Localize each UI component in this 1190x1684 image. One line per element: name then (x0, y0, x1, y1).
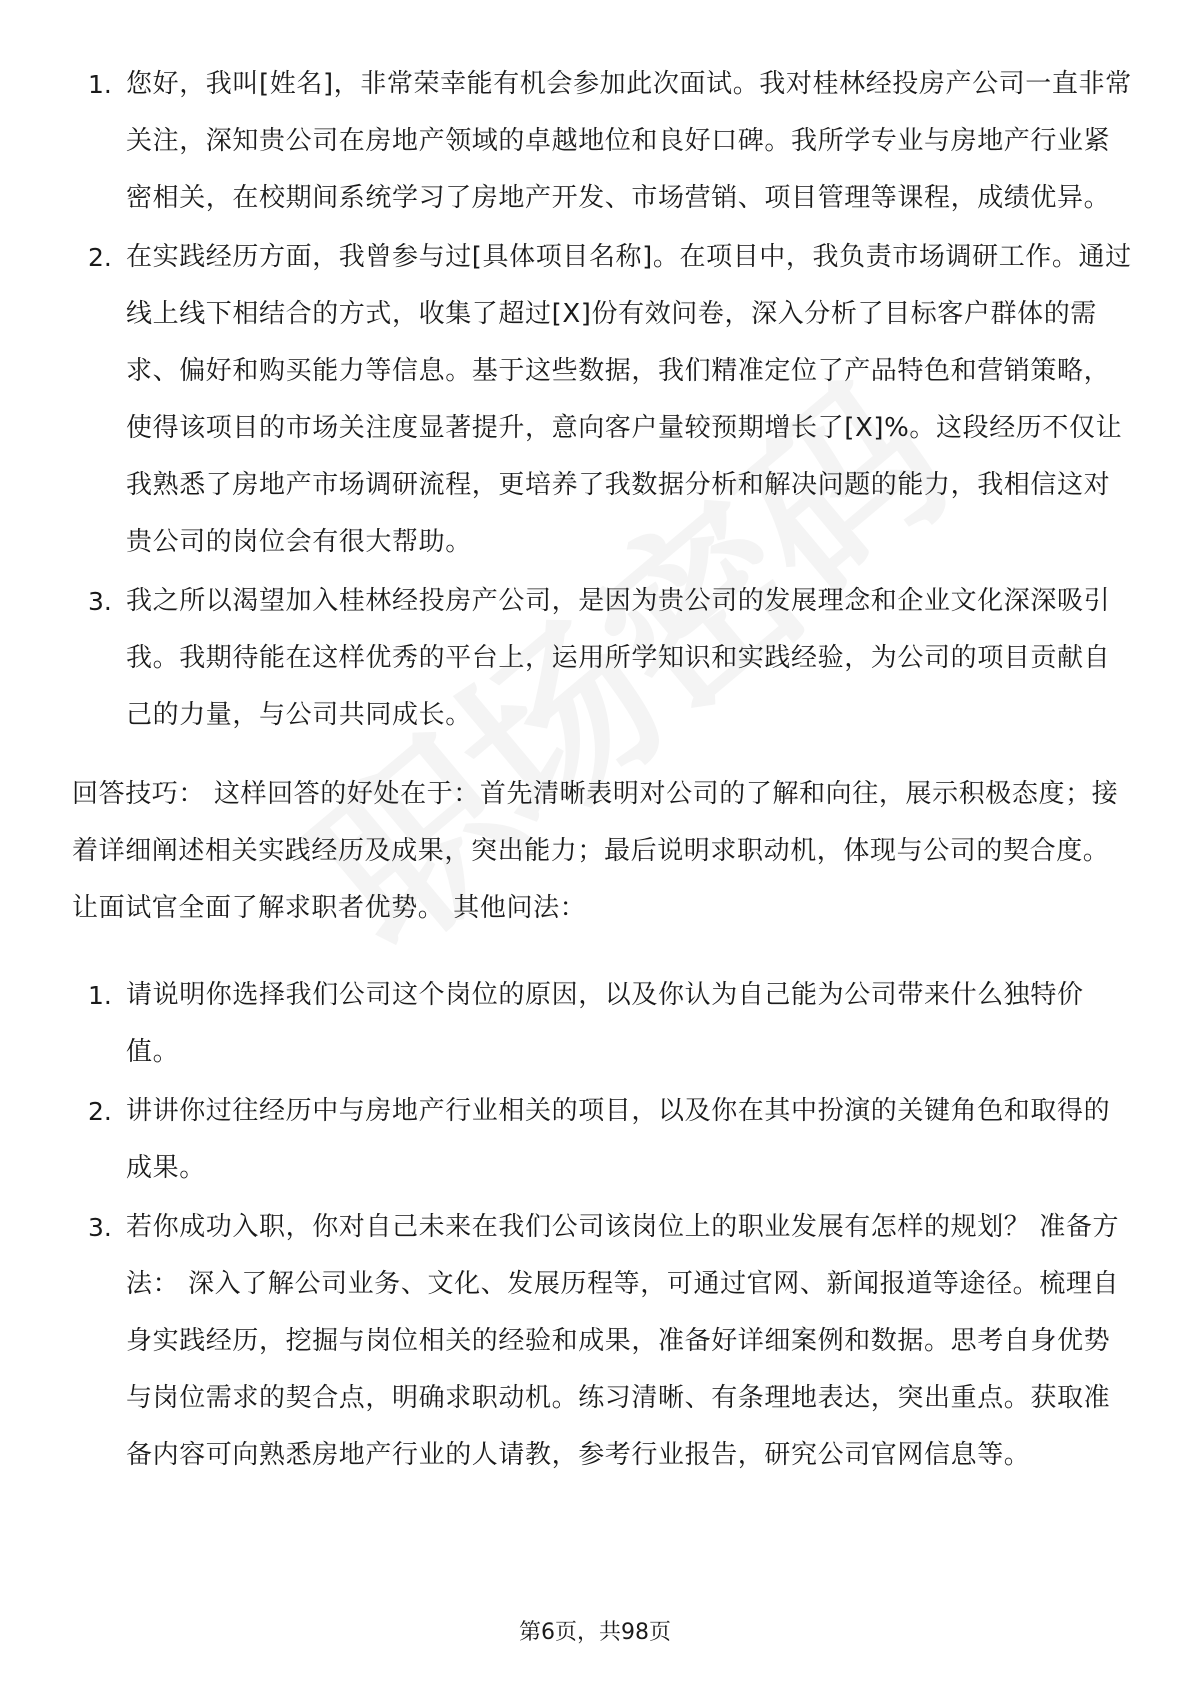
list-item (72, 56, 1132, 227)
list-item-text: 若你成功入职，你对自己未来在我们公司该岗位上的职业发展有怎样的规划？ 准备方法： 深入了解公司业务、文化、发展历程等，可通过官网、新闻报道等途径。梳理自身实践经历，挖掘与岗位相关的经验和成果，准备好详细案例和数据。思考自身优势与岗位需求的契合点，明确求职动机。练习清晰、有条理地表达，突出重点。获取准备内容可向熟悉房地产行业的人请教，参考行业报告，研究公司官网信息等。 (126, 1212, 1120, 1470)
list-item-number: 1. (88, 70, 112, 99)
list-item-text: 讲讲你过往经历中与房地产行业相关的项目，以及你在其中扮演的关键角色和取得的成果。 (126, 1096, 1111, 1183)
list-item (72, 573, 1132, 744)
list-item-text: 在实践经历方面，我曾参与过[具体项目名称]。在项目中，我负责市场调研工作。通过线上线下相结合的方式，收集了超过[X]份有效问卷，深入分析了目标客户群体的需求、偏好和购买能力等信息。基于这些数据，我们精准定位了产品特色和营销策略，使得该项目的市场关注度显著提升，意向客户量较预期增长了[X]%。这段经历不仅让我熟悉了房地产市场调研流程，更培养了我数据分析和解决问题的能力，我相信这对贵公司的岗位会有很大帮助。 (126, 242, 1132, 557)
alternative-questions-list (72, 967, 1132, 1484)
list-item-text: 您好，我叫[姓名]，非常荣幸能有机会参加此次面试。我对桂林经投房产公司一直非常关注，深知贵公司在房地产领域的卓越地位和良好口碑。我所学专业与房地产行业紧密相关，在校期间系统学习了房地产开发、市场营销、项目管理等课程，成绩优异。 (126, 69, 1132, 213)
list-item (72, 229, 1132, 571)
answer-list (72, 56, 1132, 744)
list-item-number: 3. (88, 587, 112, 616)
list-item (72, 1199, 1132, 1484)
list-item-number: 3. (88, 1213, 112, 1242)
page-number-footer: 第6页，共98页 (519, 1620, 671, 1645)
list-item-number: 2. (88, 243, 112, 272)
list-item (72, 967, 1132, 1081)
list-item-text: 请说明你选择我们公司这个岗位的原因，以及你认为自己能为公司带来什么独特价值。 (126, 980, 1084, 1067)
list-item-text: 我之所以渴望加入桂林经投房产公司，是因为贵公司的发展理念和企业文化深深吸引我。我期待能在这样优秀的平台上，运用所学知识和实践经验，为公司的项目贡献自己的力量，与公司共同成长。 (126, 586, 1111, 730)
list-item (72, 1083, 1132, 1197)
list-item-number: 2. (88, 1097, 112, 1126)
answer-tips-paragraph: 回答技巧： 这样回答的好处在于：首先清晰表明对公司的了解和向往，展示积极态度；接着详细阐述相关实践经历及成果，突出能力；最后说明求职动机，体现与公司的契合度。让面试官全面了解求职者优势。 其他问法： (72, 779, 1119, 923)
document-content (72, 56, 1132, 1486)
list-item-number: 1. (88, 981, 112, 1010)
